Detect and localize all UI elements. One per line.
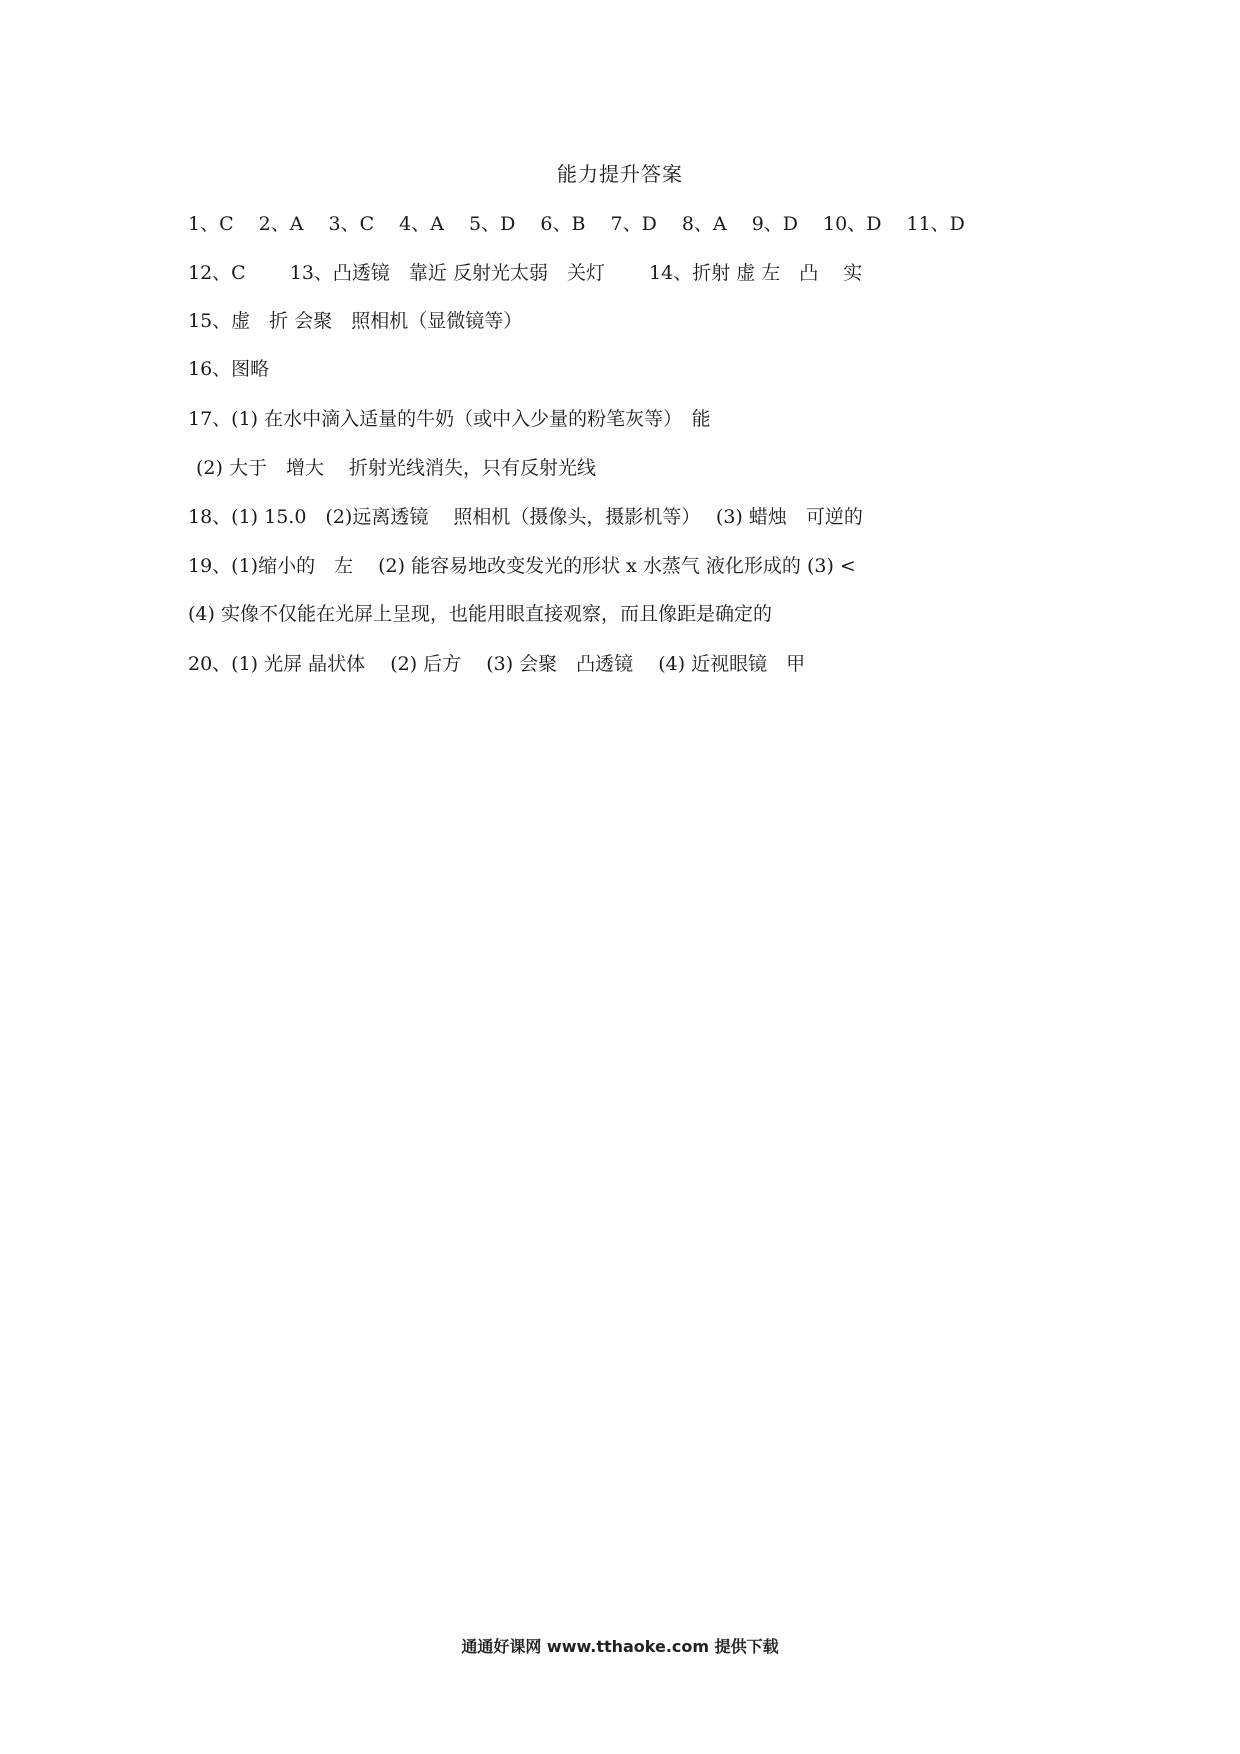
answer-line-3: 15、虚 折 会聚 照相机（显微镜等）: [188, 310, 523, 332]
answer-line-6: (2) 大于 增大 折射光线消失，只有反射光线: [196, 457, 596, 479]
answer-line-1: 1、C 2、A 3、C 4、A 5、D 6、B 7、D 8、A 9、D 10、D 11、D: [188, 213, 965, 235]
answer-line-5: 17、(1) 在水中滴入适量的牛奶（或中入少量的粉笔灰等） 能: [188, 408, 711, 430]
answer-line-9: (4) 实像不仅能在光屏上呈现，也能用眼直接观察，而且像距是确定的: [188, 603, 772, 625]
answer-line-7: 18、(1) 15.0 (2)远离透镜 照相机（摄像头，摄影机等） (3) 蜡烛 可逆的: [188, 506, 863, 528]
answer-line-4: 16、图略: [188, 358, 270, 380]
page-title: 能力提升答案: [557, 162, 683, 186]
answer-line-10: 20、(1) 光屏 晶状体 (2) 后方 (3) 会聚 凸透镜 (4) 近视眼镜 甲: [188, 653, 806, 675]
answer-line-2: 12、C 13、凸透镜 靠近 反射光太弱 关灯 14、折射 虚 左 凸 实: [188, 262, 863, 284]
footer-text: 通通好课网 www.tthaoke.com 提供下载: [461, 1637, 779, 1656]
answer-line-8: 19、(1)缩小的 左 (2) 能容易地改变发光的形状 x 水蒸气 液化形成的 (3) <: [188, 555, 856, 577]
